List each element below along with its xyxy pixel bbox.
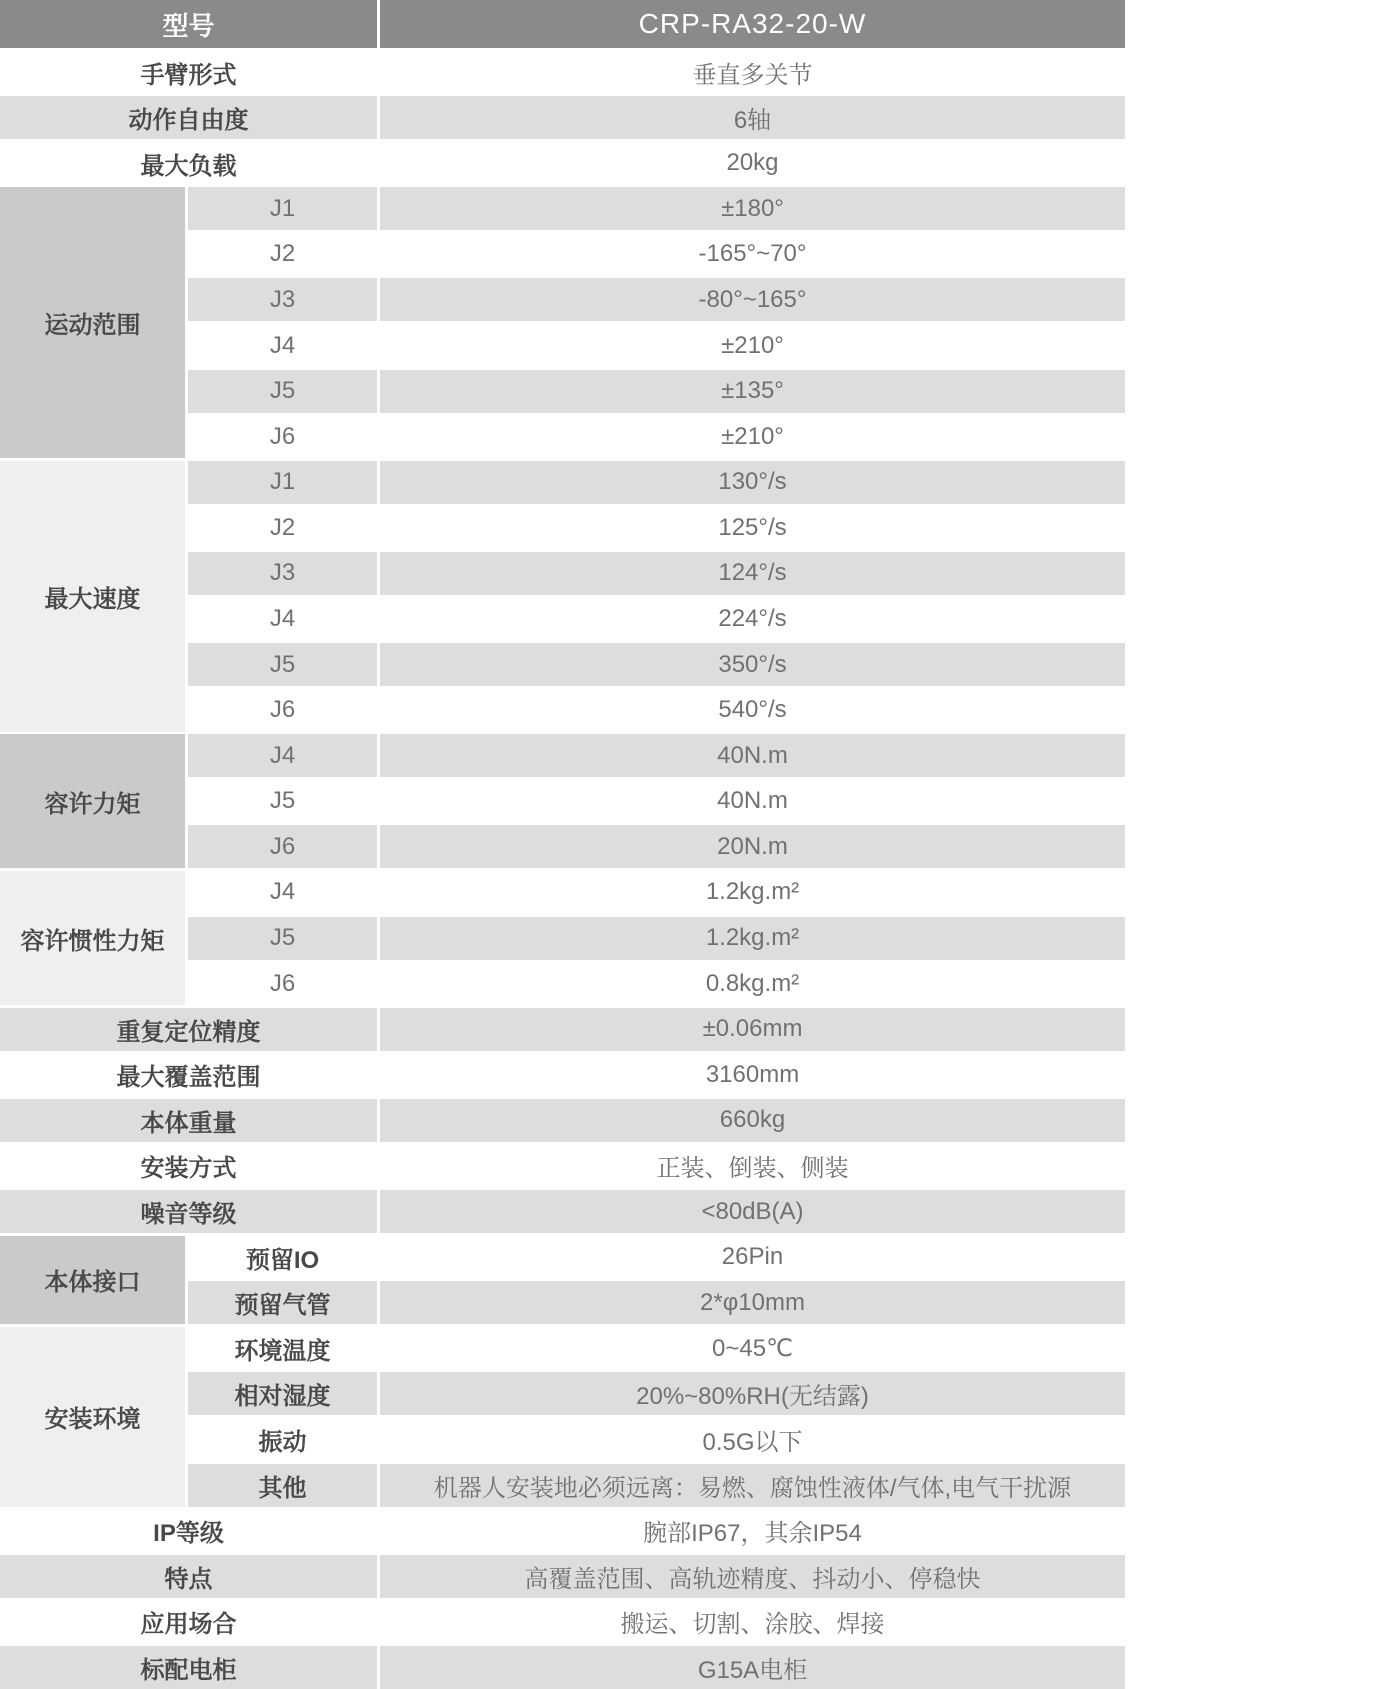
spec-row: [0, 1600, 1125, 1643]
spec-group-section: [0, 461, 1125, 732]
value-cell: ±210°: [380, 415, 1125, 458]
row-value: ±0.06mm: [380, 1008, 1125, 1051]
group-label-cell: 容许力矩: [0, 734, 185, 868]
spec-group-section: [0, 1327, 1125, 1507]
sub-label-cell: J4: [188, 734, 377, 777]
value-cell: 0~45℃: [380, 1327, 1125, 1370]
row-label: 手臂形式: [0, 51, 377, 94]
spec-group-section: [0, 187, 1125, 458]
row-label: 标配电柜: [0, 1646, 377, 1689]
value-cell: 0.8kg.m²: [380, 962, 1125, 1005]
value-cell: 机器人安装地必须远离：易燃、腐蚀性液体/气体,电气干扰源: [380, 1464, 1125, 1507]
group-rows: [188, 1236, 1125, 1325]
row-value: 高覆盖范围、高轨迹精度、抖动小、停稳快: [380, 1555, 1125, 1598]
sub-label-cell: J6: [188, 825, 377, 868]
spec-row: [0, 96, 1125, 139]
value-cell: 125°/s: [380, 506, 1125, 549]
group-sub-row: [188, 598, 1125, 641]
group-sub-row: [188, 1372, 1125, 1415]
group-sub-row: [188, 1281, 1125, 1324]
group-sub-row: [188, 187, 1125, 230]
spec-row: [0, 1190, 1125, 1233]
value-cell: 20%~80%RH(无结露): [380, 1372, 1125, 1415]
spec-row: [0, 1099, 1125, 1142]
spec-row: [0, 1053, 1125, 1096]
sub-label-cell: J6: [188, 415, 377, 458]
group-sub-row: [188, 415, 1125, 458]
group-rows: [188, 461, 1125, 732]
sub-label-cell: J4: [188, 871, 377, 914]
sub-label-cell: J5: [188, 370, 377, 413]
value-cell: 20N.m: [380, 825, 1125, 868]
group-sub-row: [188, 233, 1125, 276]
value-cell: 26Pin: [380, 1236, 1125, 1279]
group-label-cell: 运动范围: [0, 187, 185, 458]
sub-label-cell: J6: [188, 689, 377, 732]
group-sub-row: [188, 689, 1125, 732]
sub-label-cell: J6: [188, 962, 377, 1005]
group-sub-row: [188, 780, 1125, 823]
group-rows: [188, 187, 1125, 458]
group-sub-row: [188, 552, 1125, 595]
row-label: 本体重量: [0, 1099, 377, 1142]
row-value: 搬运、切割、涂胶、焊接: [380, 1600, 1125, 1643]
row-label: 应用场合: [0, 1600, 377, 1643]
spec-row: [0, 1144, 1125, 1187]
group-sub-row: [188, 324, 1125, 367]
group-sub-row: [188, 871, 1125, 914]
spec-row: [0, 1646, 1125, 1689]
sub-label-cell: J1: [188, 461, 377, 504]
value-cell: 1.2kg.m²: [380, 917, 1125, 960]
row-value: 20kg: [380, 142, 1125, 185]
spec-row: [0, 1509, 1125, 1552]
sub-label-cell: 振动: [188, 1418, 377, 1461]
row-value: 垂直多关节: [380, 51, 1125, 94]
group-sub-row: [188, 917, 1125, 960]
group-sub-row: [188, 1418, 1125, 1461]
group-sub-row: [188, 461, 1125, 504]
sub-label-cell: J5: [188, 643, 377, 686]
group-label-cell: 最大速度: [0, 461, 185, 732]
sub-label-cell: J1: [188, 187, 377, 230]
group-sub-row: [188, 734, 1125, 777]
value-cell: -165°~70°: [380, 233, 1125, 276]
spec-group-section: [0, 734, 1125, 868]
row-value: 660kg: [380, 1099, 1125, 1142]
group-rows: [188, 871, 1125, 1005]
sub-label-cell: J2: [188, 233, 377, 276]
value-cell: ±180°: [380, 187, 1125, 230]
spec-row: [0, 51, 1125, 94]
sub-label-cell: 预留气管: [188, 1281, 377, 1324]
value-cell: 40N.m: [380, 734, 1125, 777]
sub-label-cell: 环境温度: [188, 1327, 377, 1370]
value-cell: 130°/s: [380, 461, 1125, 504]
group-sub-row: [188, 643, 1125, 686]
model-value-cell: CRP-RA32-20-W: [380, 0, 1125, 48]
sub-label-cell: J2: [188, 506, 377, 549]
spec-row: [0, 1008, 1125, 1051]
value-cell: 1.2kg.m²: [380, 871, 1125, 914]
row-value: 腕部IP67，其余IP54: [380, 1509, 1125, 1552]
row-label: 特点: [0, 1555, 377, 1598]
model-label-cell: 型号: [0, 0, 377, 48]
value-cell: 224°/s: [380, 598, 1125, 641]
sub-label-cell: 其他: [188, 1464, 377, 1507]
value-cell: 540°/s: [380, 689, 1125, 732]
sub-label-cell: J3: [188, 278, 377, 321]
row-label: IP等级: [0, 1509, 377, 1552]
row-value: G15A电柜: [380, 1646, 1125, 1689]
sub-label-cell: J5: [188, 917, 377, 960]
row-value: 正装、倒装、侧装: [380, 1144, 1125, 1187]
row-value: <80dB(A): [380, 1190, 1125, 1233]
value-cell: 0.5G以下: [380, 1418, 1125, 1461]
group-sub-row: [188, 962, 1125, 1005]
group-label-cell: 容许惯性力矩: [0, 871, 185, 1005]
row-value: 3160mm: [380, 1053, 1125, 1096]
row-value: 6轴: [380, 96, 1125, 139]
group-sub-row: [188, 1327, 1125, 1370]
group-rows: [188, 734, 1125, 868]
group-rows: [188, 1327, 1125, 1507]
sub-label-cell: J4: [188, 324, 377, 367]
table-header-row: [0, 0, 1125, 48]
sub-label-cell: J4: [188, 598, 377, 641]
value-cell: -80°~165°: [380, 278, 1125, 321]
row-label: 最大负载: [0, 142, 377, 185]
group-sub-row: [188, 825, 1125, 868]
row-label: 安装方式: [0, 1144, 377, 1187]
value-cell: 40N.m: [380, 780, 1125, 823]
sub-label-cell: J5: [188, 780, 377, 823]
spec-group-section: [0, 871, 1125, 1005]
value-cell: 2*φ10mm: [380, 1281, 1125, 1324]
group-sub-row: [188, 1464, 1125, 1507]
group-sub-row: [188, 1236, 1125, 1279]
value-cell: 124°/s: [380, 552, 1125, 595]
value-cell: 350°/s: [380, 643, 1125, 686]
sub-label-cell: 预留IO: [188, 1236, 377, 1279]
group-label-cell: 本体接口: [0, 1236, 185, 1325]
group-label-cell: 安装环境: [0, 1327, 185, 1507]
spec-row: [0, 142, 1125, 185]
spec-group-section: [0, 1236, 1125, 1325]
group-sub-row: [188, 506, 1125, 549]
value-cell: ±135°: [380, 370, 1125, 413]
group-sub-row: [188, 278, 1125, 321]
row-label: 重复定位精度: [0, 1008, 377, 1051]
spec-row: [0, 1555, 1125, 1598]
row-label: 最大覆盖范围: [0, 1053, 377, 1096]
value-cell: ±210°: [380, 324, 1125, 367]
row-label: 噪音等级: [0, 1190, 377, 1233]
sub-label-cell: J3: [188, 552, 377, 595]
group-sub-row: [188, 370, 1125, 413]
sub-label-cell: 相对湿度: [188, 1372, 377, 1415]
row-label: 动作自由度: [0, 96, 377, 139]
